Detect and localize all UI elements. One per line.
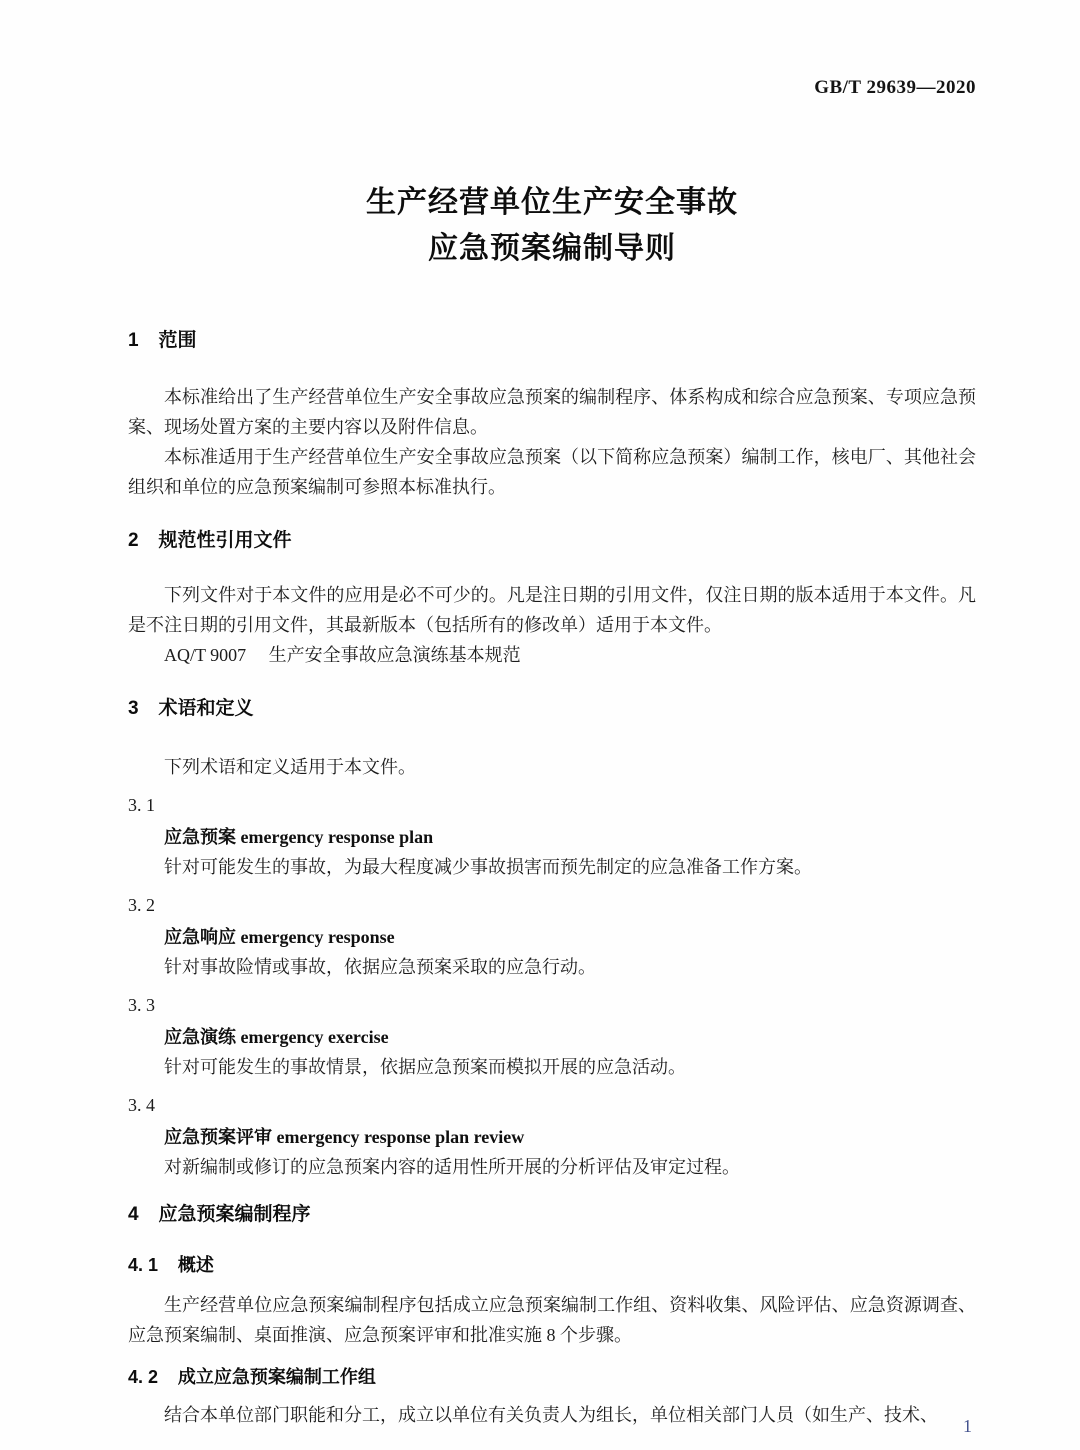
section-1-heading (128, 328, 976, 354)
section-2-number: 2 (128, 530, 139, 551)
section-2-paragraph-1: 下列文件对于本文件的应用是必不可少的。凡是注日期的引用文件，仅注日期的版本适用于本文件。凡是不注日期的引用文件，其最新版本（包括所有的修改单）适用于本文件。 (128, 585, 976, 635)
term-3-2-definition: 针对事故险情或事故，依据应急预案采取的应急行动。 (164, 957, 596, 977)
section-4-2-heading (128, 1364, 976, 1390)
section-4-title: 应急预案编制程序 (158, 1204, 311, 1225)
term-3-1-number: 3. 1 (128, 795, 155, 815)
section-4-1-number: 4. 1 (128, 1255, 159, 1275)
term-3-3-definition: 针对可能发生的事故情景，依据应急预案而模拟开展的应急活动。 (164, 1057, 686, 1077)
section-4-2-paragraph: 结合本单位部门职能和分工，成立以单位有关负责人为组长，单位相关部门人员（如生产、技术、 (164, 1405, 938, 1425)
page-number: 1 (963, 1416, 972, 1436)
section-4-heading (128, 1202, 976, 1228)
term-3-3-number: 3. 3 (128, 995, 155, 1015)
section-4-2-number: 4. 2 (128, 1367, 159, 1387)
term-3-1-definition: 针对可能发生的事故，为最大程度减少事故损害而预先制定的应急准备工作方案。 (164, 857, 812, 877)
section-4-number: 4 (128, 1204, 139, 1225)
term-3-4 (128, 1092, 976, 1182)
term-3-3 (128, 992, 976, 1082)
section-3-number: 3 (128, 698, 139, 719)
section-3-intro: 下列术语和定义适用于本文件。 (164, 757, 416, 777)
document-title-line2: 应急预案编制导则 (428, 232, 676, 265)
section-1-paragraph-2: 本标准适用于生产经营单位生产安全事故应急预案（以下简称应急预案）编制工作，核电厂、其他社会组织和单位的应急预案编制可参照本标准执行。 (128, 447, 976, 497)
section-2-heading (128, 528, 976, 554)
term-3-4-number: 3. 4 (128, 1095, 155, 1115)
section-2-title: 规范性引用文件 (158, 530, 292, 551)
section-4-1-paragraph: 生产经营单位应急预案编制程序包括成立应急预案编制工作组、资料收集、风险评估、应急资源调查、应急预案编制、桌面推演、应急预案评审和批准实施 8 个步骤。 (128, 1295, 976, 1345)
section-4-2-title: 成立应急预案编制工作组 (177, 1367, 376, 1387)
term-3-2-name: 应急响应 emergency response (164, 927, 395, 947)
term-3-1 (128, 792, 976, 882)
document-title-line1: 生产经营单位生产安全事故 (366, 186, 738, 219)
section-3-title: 术语和定义 (158, 698, 254, 719)
term-3-1-name: 应急预案 emergency response plan (164, 827, 434, 847)
term-3-4-name: 应急预案评审 emergency response plan review (164, 1127, 525, 1147)
term-3-2 (128, 892, 976, 982)
term-3-3-name: 应急演练 emergency exercise (164, 1027, 389, 1047)
term-3-2-number: 3. 2 (128, 895, 155, 915)
section-4-1-heading (128, 1252, 976, 1278)
section-1-number: 1 (128, 330, 139, 351)
section-4-1-title: 概述 (177, 1255, 214, 1275)
section-1-paragraph-1: 本标准给出了生产经营单位生产安全事故应急预案的编制程序、体系构成和综合应急预案、专项应急预案、现场处置方案的主要内容以及附件信息。 (128, 387, 976, 437)
standard-number: GB/T 29639—2020 (814, 77, 976, 98)
document-title (128, 180, 976, 272)
section-1-title: 范围 (158, 330, 197, 351)
normative-reference: AQ/T 9007 生产安全事故应急演练基本规范 (164, 645, 521, 665)
term-3-4-definition: 对新编制或修订的应急预案内容的适用性所开展的分析评估及审定过程。 (164, 1157, 740, 1177)
section-3-heading (128, 696, 976, 722)
